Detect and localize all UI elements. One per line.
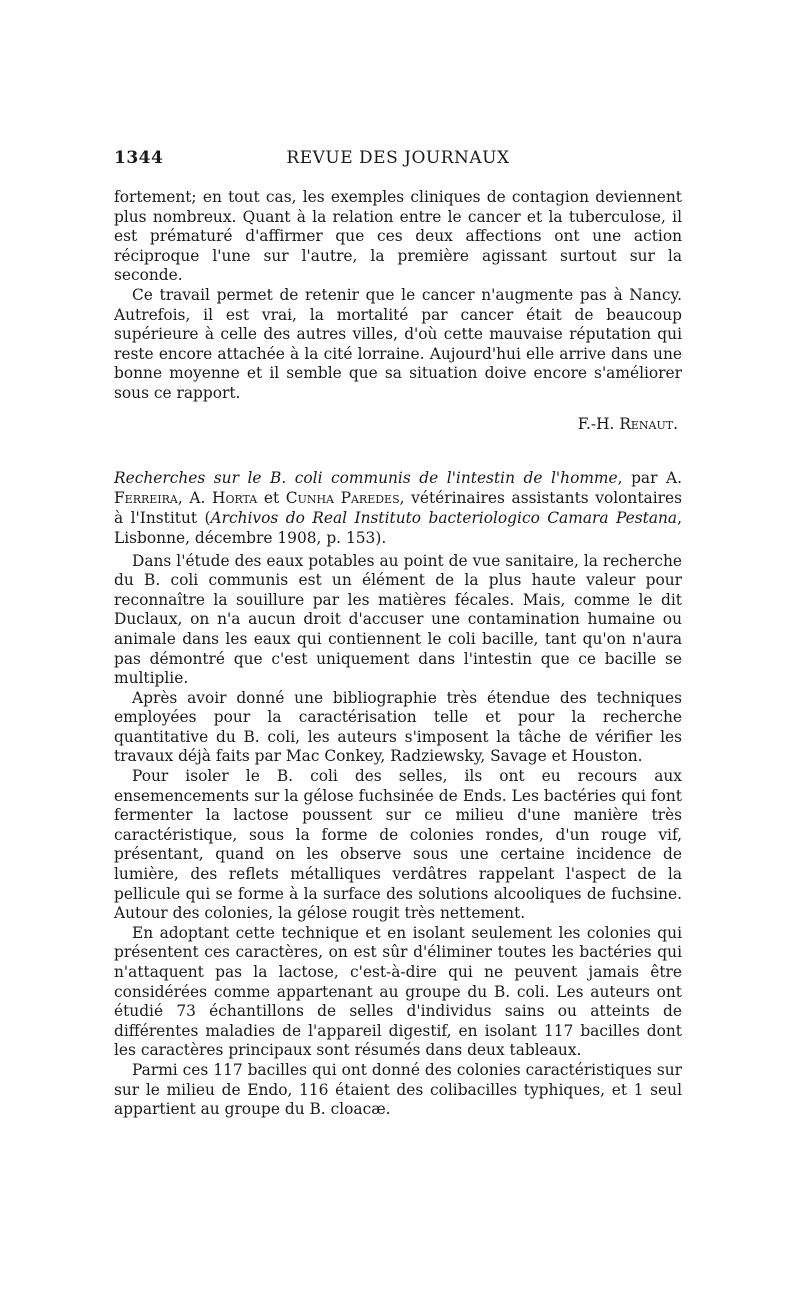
review1-signature (114, 414, 682, 434)
heading-sep: , A. (177, 488, 213, 507)
review2-paragraph-3: Pour isoler le B. coli des selles, ils ont eu recours aux ensemencements sur la gélose fuchsinée de Ends. Les bactéries qui font fermenter la lactose poussent sur ce milieu d'une manière très caractéristique, sous la forme de colonies rondes, d'un rouge vif, présentant, quand on les observe sous une certaine incidence de lumière, des reflets métalliques verdâtres rappelant l'aspect de la pellicule qui se forme à la surface des solutions alcooliques de fuchsine. Autour des colonies, la gélose rougit très nettement. (114, 767, 682, 923)
heading-et: et (257, 488, 286, 507)
review2-paragraph-2: Après avoir donné une bibliographie très étendue des techniques employées pour la caractérisation telle et pour la recherche quantitative du B. coli, les auteurs s'imposent la tâche de vérifier les travaux déjà faits par Mac Conkey, Radziewsky, Savage et Houston. (114, 688, 682, 766)
page-number: 1344 (114, 148, 164, 168)
review2-paragraph-5: Parmi ces 117 bacilles qui ont donné des colonies caractéristiques sur sur le milieu de Endo, 116 étaient des colibacilles typhiques, et 1 seul appartient au groupe du B. cloacæ. (114, 1060, 682, 1119)
author-cunha-paredes: Cunha Paredes (285, 488, 400, 507)
review2-heading (114, 468, 682, 548)
signature-name: F.-H. Renaut. (577, 414, 678, 433)
review2-paragraph-4: En adoptant cette technique et en isolant seulement les colonies qui présentent ces caractères, on est sûr d'éliminer toutes les bactéries qui n'attaquent pas la lactose, c'est-à-dire qui ne peuvent jamais être considérées comme appartenant au groupe du B. coli. Les auteurs ont étudié 73 échantillons de selles d'individus sains ou atteints de différentes maladies de l'appareil digestif, en isolant 117 bacilles dont les caractères principaux sont résumés dans deux tableaux. (114, 923, 682, 1060)
running-head (114, 148, 682, 174)
running-title: REVUE DES JOURNAUX (286, 148, 510, 168)
journal-name: Archivos do Real Instituto bacteriologico Camara Pestana (210, 508, 678, 527)
review1-paragraph-2: Ce travail permet de retenir que le cancer n'augmente pas à Nancy. Autrefois, il est vrai, la mortalité par cancer était de beaucoup supérieure à celle des autres villes, d'où cette mauvaise réputation qui reste encore attachée à la cité lorraine. Aujourd'hui elle arrive dans une bonne moyenne et il semble que sa situation doive encore s'améliorer sous ce rapport. (114, 285, 682, 402)
author-ferreira: Ferreira (114, 488, 178, 507)
author-role: , vétérinaires assistants volontaires à l'Institut ( (114, 488, 682, 527)
review1-paragraph-1: fortement; en tout cas, les exemples cliniques de contagion deviennent plus nombreux. Quant à la relation entre le cancer et la tuberculose, il est prématuré d'affirmer que ces deux affections ont une action réciproque l'une sur l'autre, la première agissant surtout sur la seconde. (114, 188, 682, 285)
heading-par: , par A. (617, 468, 682, 487)
review2-paragraph-1: Dans l'étude des eaux potables au point de vue sanitaire, la recherche du B. coli communis est un élément de la plus haute valeur pour reconnaître la souillure par les matières fécales. Mais, comme le dit Duclaux, on n'a aucun droit d'accuser une contamination humaine ou animale dans les eaux qui contiennent le coli bacille, tant qu'on n'aura pas démontré que c'est uniquement dans l'intestin que ce bacille se multiplie. (114, 551, 682, 688)
citation-details: , Lisbonne, décembre 1908, p. 153). (114, 508, 682, 547)
article-title: Recherches sur le B. coli communis de l'intestin de l'homme (114, 468, 618, 487)
author-horta: Horta (212, 488, 258, 507)
